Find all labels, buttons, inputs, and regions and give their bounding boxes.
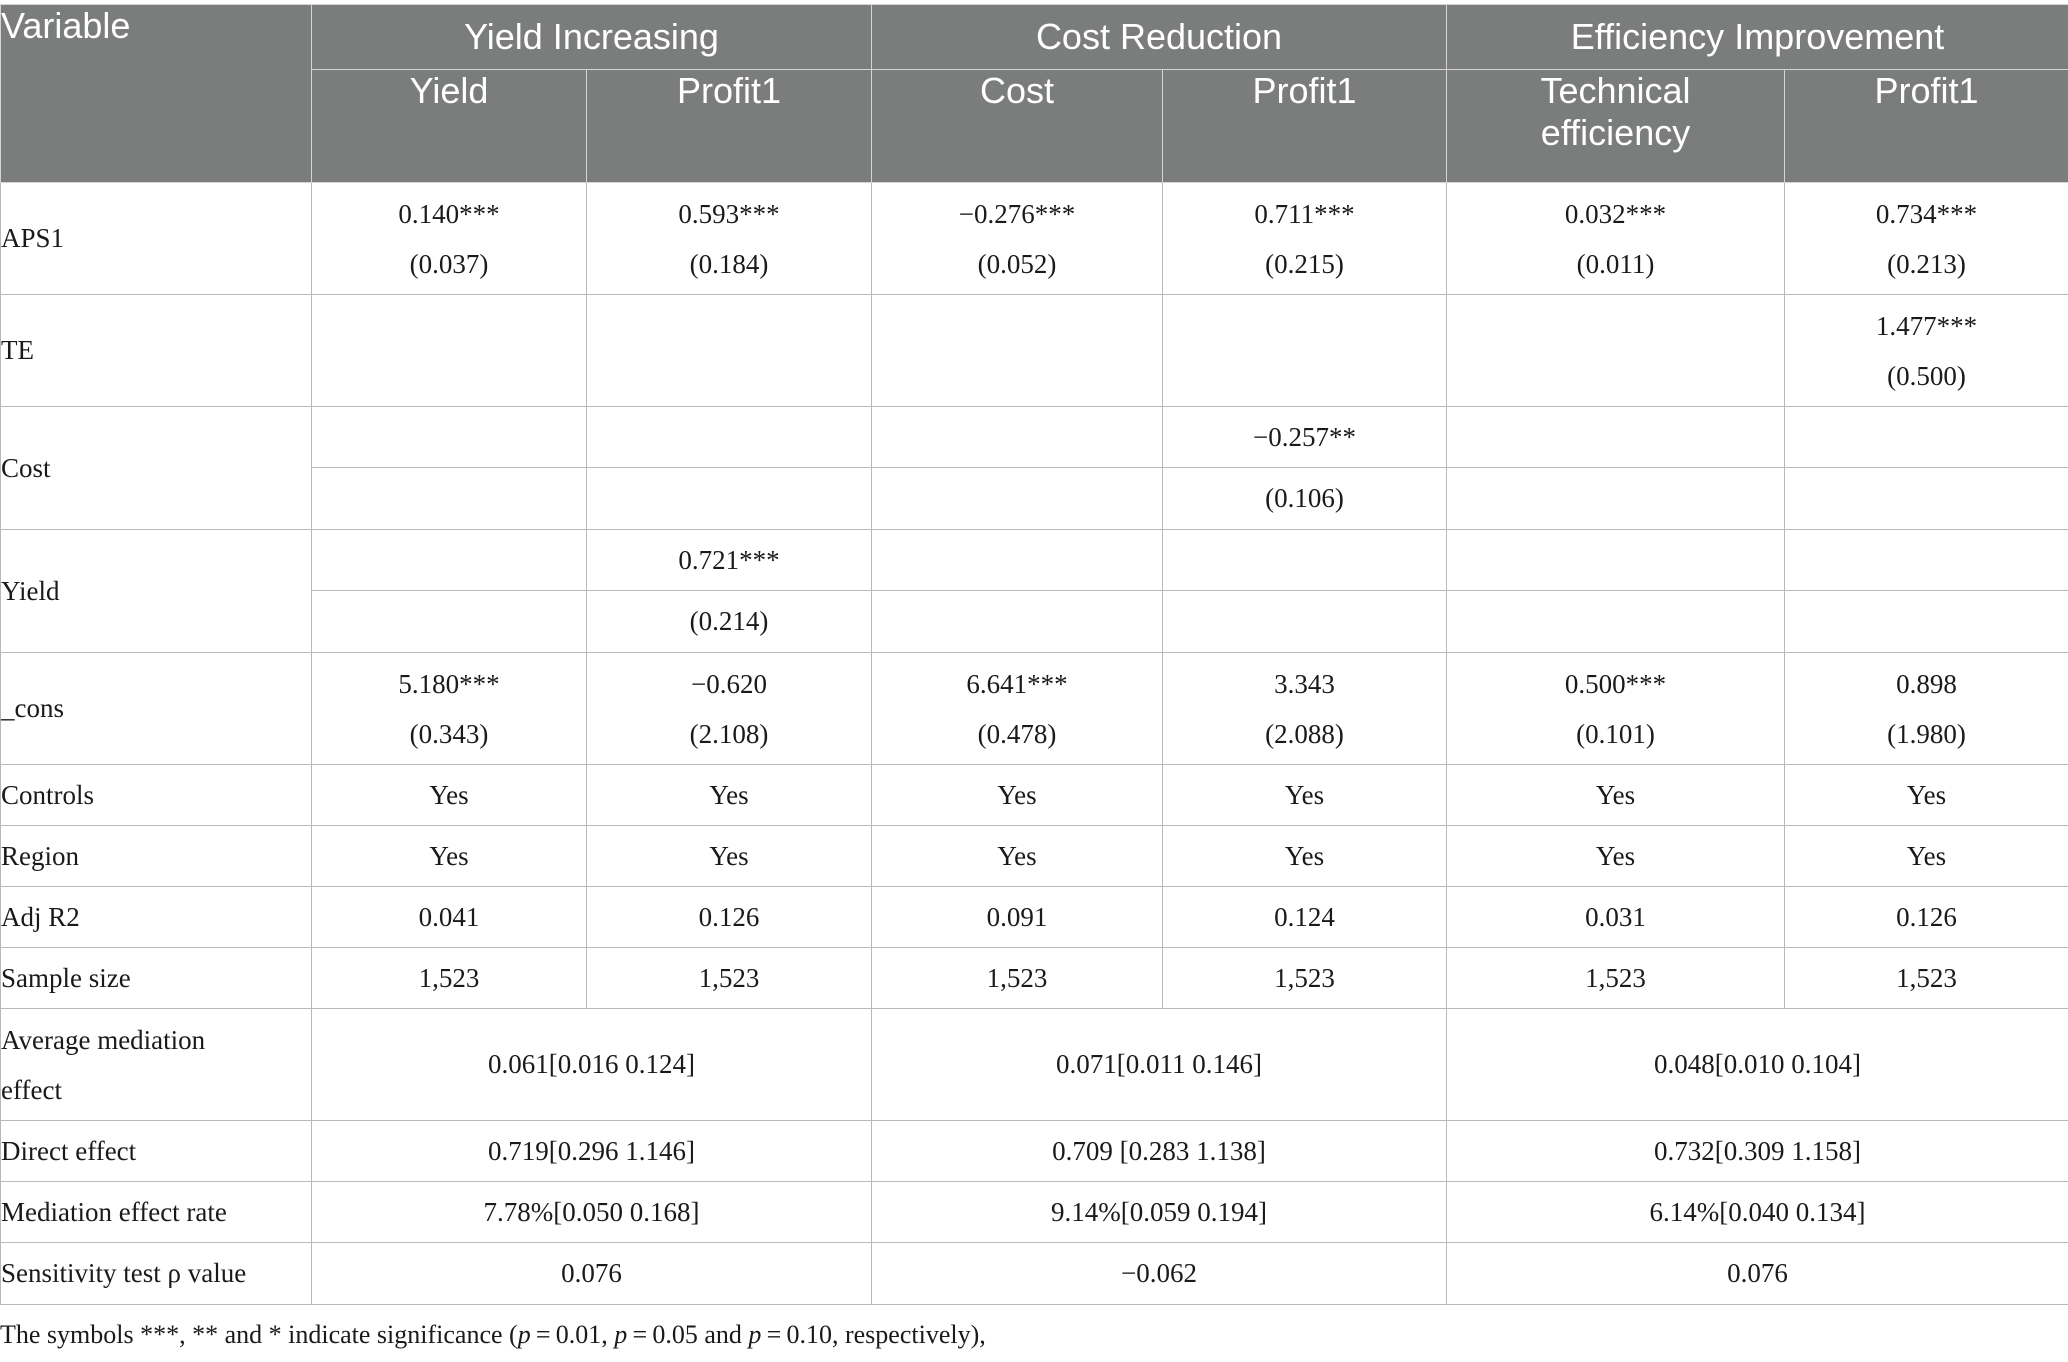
coefficient: 0.593*** bbox=[678, 198, 780, 229]
table-cell: Yes bbox=[1785, 826, 2068, 887]
table-cell: 0.124 bbox=[1163, 887, 1447, 948]
table-row-region bbox=[1, 826, 2068, 887]
table-cell-empty bbox=[1785, 530, 2068, 591]
table-cell: −0.062 bbox=[872, 1243, 1447, 1305]
coefficient: 0.898 bbox=[1896, 668, 1957, 699]
table-cell-empty bbox=[872, 530, 1163, 591]
table-cell-empty bbox=[872, 295, 1163, 407]
coefficient: −0.620 bbox=[691, 668, 767, 699]
standard-error: (0.215) bbox=[1265, 248, 1344, 279]
column-header-cost: Cost bbox=[872, 70, 1163, 183]
table-row-yield bbox=[1, 530, 2068, 591]
table-cell: 1,523 bbox=[312, 948, 587, 1009]
standard-error: (1.980) bbox=[1887, 718, 1966, 749]
table-cell: 6.14%[0.040 0.134] bbox=[1447, 1182, 2068, 1243]
table-cell: Yes bbox=[312, 826, 587, 887]
table-cell-empty bbox=[587, 468, 872, 530]
table-row-aps1 bbox=[1, 183, 2068, 295]
row-label-line: effect bbox=[1, 1074, 62, 1105]
table-cell bbox=[1163, 653, 1447, 765]
standard-error: (0.213) bbox=[1887, 248, 1966, 279]
table-cell-empty bbox=[1447, 407, 1785, 468]
table-cell-empty bbox=[587, 407, 872, 468]
coefficient: 5.180*** bbox=[398, 668, 500, 699]
column-header-profit1: Profit1 bbox=[1163, 70, 1447, 183]
coefficient: 0.721*** bbox=[587, 530, 872, 591]
table-row-controls bbox=[1, 765, 2068, 826]
row-label: Controls bbox=[1, 765, 312, 826]
table-cell: Yes bbox=[587, 826, 872, 887]
standard-error: (0.106) bbox=[1163, 468, 1447, 530]
table-cell: 0.126 bbox=[1785, 887, 2068, 948]
table-cell-empty bbox=[872, 407, 1163, 468]
table-cell bbox=[1785, 653, 2068, 765]
table-cell bbox=[1447, 183, 1785, 295]
table-row-sensitivity-test bbox=[1, 1243, 2068, 1305]
table-cell: 1,523 bbox=[1785, 948, 2068, 1009]
table-cell: Yes bbox=[1447, 765, 1785, 826]
coefficient: 0.500*** bbox=[1564, 668, 1667, 699]
table-cell: Yes bbox=[872, 826, 1163, 887]
table-cell-empty bbox=[1785, 468, 2068, 530]
coefficient: 0.711*** bbox=[1254, 198, 1355, 229]
table-cell: 1,523 bbox=[872, 948, 1163, 1009]
table-cell: Yes bbox=[587, 765, 872, 826]
standard-error: (0.343) bbox=[409, 718, 489, 749]
table-cell: 0.076 bbox=[1447, 1243, 2068, 1305]
table-cell: 0.031 bbox=[1447, 887, 1785, 948]
row-label: TE bbox=[1, 295, 312, 407]
table-cell bbox=[1163, 183, 1447, 295]
row-label: Sample size bbox=[1, 948, 312, 1009]
coefficient: 0.734*** bbox=[1875, 198, 1978, 229]
table-cell: 1,523 bbox=[587, 948, 872, 1009]
footnote-p-symbol: p bbox=[517, 1320, 531, 1349]
group-header-yield-increasing: Yield Increasing bbox=[312, 5, 872, 70]
table-cell: Yes bbox=[1163, 765, 1447, 826]
standard-error: (2.088) bbox=[1265, 718, 1344, 749]
table-cell bbox=[1447, 653, 1785, 765]
footnote-p-symbol: p bbox=[614, 1320, 628, 1349]
standard-error: (2.108) bbox=[689, 718, 769, 749]
table-cell-empty bbox=[312, 530, 587, 591]
table-row-cons bbox=[1, 653, 2068, 765]
coefficient: 1.477*** bbox=[1875, 310, 1978, 341]
table-cell: Yes bbox=[872, 765, 1163, 826]
table-cell-empty bbox=[1163, 295, 1447, 407]
coefficient: 0.140*** bbox=[398, 198, 500, 229]
standard-error: (0.037) bbox=[409, 248, 489, 279]
table-cell: 0.048[0.010 0.104] bbox=[1447, 1009, 2068, 1121]
footnote-text: The symbols ***, ** and * indicate significance ( bbox=[0, 1320, 518, 1349]
table-cell-empty bbox=[312, 591, 587, 653]
table-cell-empty bbox=[1163, 530, 1447, 591]
table-cell bbox=[1785, 183, 2068, 295]
standard-error: (0.184) bbox=[689, 248, 769, 279]
table-cell bbox=[872, 653, 1163, 765]
table-cell bbox=[312, 183, 587, 295]
table-cell: Yes bbox=[1785, 765, 2068, 826]
table-row-direct-effect bbox=[1, 1121, 2068, 1182]
table-cell-empty bbox=[312, 468, 587, 530]
standard-error: (0.052) bbox=[977, 248, 1057, 279]
table-cell bbox=[872, 183, 1163, 295]
table-row-cost-se bbox=[1, 468, 2068, 530]
footnote-text: = 0.05 and bbox=[627, 1320, 749, 1349]
table-cell: 7.78%[0.050 0.168] bbox=[312, 1182, 872, 1243]
coefficient: 6.641*** bbox=[966, 668, 1068, 699]
row-label: Region bbox=[1, 826, 312, 887]
coefficient: −0.257** bbox=[1163, 407, 1447, 468]
table-cell-empty bbox=[1163, 591, 1447, 653]
group-header-cost-reduction: Cost Reduction bbox=[872, 5, 1447, 70]
table-cell: 0.061[0.016 0.124] bbox=[312, 1009, 872, 1121]
coefficient: 0.032*** bbox=[1564, 198, 1667, 229]
footnote-text: = 0.10, respectively), bbox=[761, 1320, 986, 1349]
footnote-text: = 0.01, bbox=[530, 1320, 615, 1349]
table-row-mediation-effect-rate bbox=[1, 1182, 2068, 1243]
header-variable: Variable bbox=[1, 5, 312, 183]
row-label: APS1 bbox=[1, 183, 312, 295]
table-cell bbox=[587, 653, 872, 765]
row-label: _cons bbox=[1, 653, 312, 765]
table-row-adj-r2 bbox=[1, 887, 2068, 948]
row-label: Adj R2 bbox=[1, 887, 312, 948]
standard-error: (0.101) bbox=[1576, 718, 1655, 749]
table-cell-empty bbox=[1447, 530, 1785, 591]
table-cell-empty bbox=[872, 591, 1163, 653]
row-label: Yield bbox=[1, 530, 312, 653]
table-cell: 1,523 bbox=[1163, 948, 1447, 1009]
table-cell: 0.076 bbox=[312, 1243, 872, 1305]
column-header-yield: Yield bbox=[312, 70, 587, 183]
row-label-line: Average mediation bbox=[1, 1024, 206, 1055]
table-cell: 0.041 bbox=[312, 887, 587, 948]
table-row-sample-size bbox=[1, 948, 2068, 1009]
table-cell: 9.14%[0.059 0.194] bbox=[872, 1182, 1447, 1243]
table-cell: 0.709 [0.283 1.138] bbox=[872, 1121, 1447, 1182]
footnote-p-symbol: p bbox=[748, 1320, 762, 1349]
standard-error: (0.011) bbox=[1576, 248, 1655, 279]
table-cell-empty bbox=[1785, 407, 2068, 468]
table-cell-empty bbox=[1447, 468, 1785, 530]
table-cell: 0.719[0.296 1.146] bbox=[312, 1121, 872, 1182]
table-row-te bbox=[1, 295, 2068, 407]
column-header-profit1: Profit1 bbox=[1785, 70, 2068, 183]
table-cell-empty bbox=[872, 468, 1163, 530]
row-label: Direct effect bbox=[1, 1121, 312, 1182]
table-cell: 0.091 bbox=[872, 887, 1163, 948]
table-cell: 0.732[0.309 1.158] bbox=[1447, 1121, 2068, 1182]
table-cell: 1,523 bbox=[1447, 948, 1785, 1009]
table-cell: Yes bbox=[1447, 826, 1785, 887]
table-cell bbox=[312, 653, 587, 765]
table-cell bbox=[1785, 295, 2068, 407]
group-header-efficiency-improvement: Efficiency Improvement bbox=[1447, 5, 2068, 70]
table-cell: 0.126 bbox=[587, 887, 872, 948]
standard-error: (0.500) bbox=[1887, 360, 1966, 391]
row-label: Mediation effect rate bbox=[1, 1182, 312, 1243]
column-header-profit1: Profit1 bbox=[587, 70, 872, 183]
table-cell bbox=[587, 183, 872, 295]
results-table bbox=[0, 4, 2068, 1305]
table-cell-empty bbox=[1785, 591, 2068, 653]
table-cell: Yes bbox=[1163, 826, 1447, 887]
table-cell-empty bbox=[587, 295, 872, 407]
table-cell-empty bbox=[1447, 591, 1785, 653]
table-cell-empty bbox=[312, 295, 587, 407]
table-row-average-mediation-effect bbox=[1, 1009, 2068, 1121]
table-cell: 0.071[0.011 0.146] bbox=[872, 1009, 1447, 1121]
row-label bbox=[1, 1009, 312, 1121]
table-row-cost bbox=[1, 407, 2068, 468]
table-footnote bbox=[0, 1320, 986, 1350]
table-cell-empty bbox=[1447, 295, 1785, 407]
coefficient: 3.343 bbox=[1274, 668, 1335, 699]
standard-error: (0.214) bbox=[587, 591, 872, 653]
column-header-technical-efficiency: Technical efficiency bbox=[1447, 70, 1785, 183]
table-row-yield-se bbox=[1, 591, 2068, 653]
row-label: Sensitivity test ρ value bbox=[1, 1243, 312, 1305]
row-label: Cost bbox=[1, 407, 312, 530]
coefficient: −0.276*** bbox=[958, 198, 1076, 229]
table-cell: Yes bbox=[312, 765, 587, 826]
table-cell-empty bbox=[312, 407, 587, 468]
standard-error: (0.478) bbox=[977, 718, 1057, 749]
